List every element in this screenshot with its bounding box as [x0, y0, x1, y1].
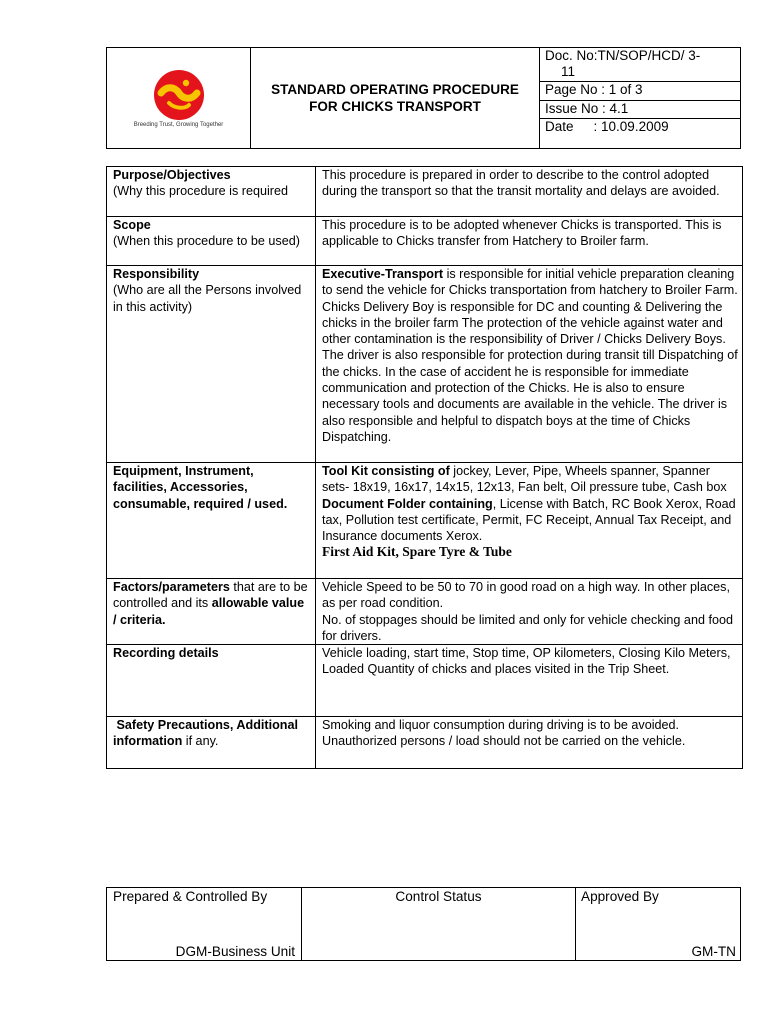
label-title: Scope	[113, 218, 151, 232]
table-row	[107, 717, 743, 769]
title-line-1: STANDARD OPERATING PROCEDURE	[271, 82, 519, 97]
row-label	[107, 463, 316, 579]
docfolder-title: Document Folder containing	[322, 496, 493, 511]
logo-cell	[107, 48, 251, 149]
row-label	[107, 645, 316, 717]
toolkit-title: Tool Kit consisting of	[322, 464, 450, 478]
table-row	[107, 167, 743, 217]
prepared-by: DGM-Business Unit	[175, 944, 295, 959]
content-emphasis: Executive-Transport	[322, 267, 444, 281]
firstaid-text: First Aid Kit, Spare Tyre & Tube	[322, 544, 512, 560]
label-title: Recording details	[113, 646, 219, 661]
label-title-2: allowable value / criteria.	[113, 596, 305, 627]
row-content: This procedure is to be adopted whenever Chicks is transported. This is applicable to Chicks transfer from Hatchery to Broiler farm.	[316, 217, 743, 266]
label-title: Safety Precautions, Additional information	[113, 718, 302, 749]
date-label: Date	[545, 118, 574, 134]
toolkit-text: jockey, Lever, Pipe, Wheels spanner, Spanner sets- 18x19, 16x17, 14x15, 12x13, Fan belt, Oil pressure tube, Cash box	[322, 464, 727, 495]
control-status: Control Status	[395, 889, 482, 904]
document-title	[251, 48, 540, 149]
approved-cell	[576, 888, 741, 961]
table-row	[107, 266, 743, 463]
row-content: Vehicle loading, start time, Stop time, OP kilometers, Closing Kilo Meters, Loaded Quantity of chicks and places visited in the Trip Sheet.	[316, 645, 743, 717]
content-text: Vehicle Speed to be 50 to 70 in good road on a high way. In other places, as per road condition.	[322, 580, 730, 611]
content-text: is responsible for initial vehicle preparation cleaning to send the vehicle for Chicks transportation from hatchery to Broiler Farm. Chicks Delivery Boy is responsible for DC and counting & Delivering the chicks in the broiler farm The protection of the vehicle against water and other contamination is the responsibility of Driver / Chicks Delivery Boys. The driver is also responsible for protection during transit till Dispatching of the chicks. In the case of accident he is responsible for immediate communication and protection of the Chicks. He is also to ensure necessary tools and documents are available in the vehicle. The driver is also responsible and helpful to dispatch boys at the time of Chicks Dispatching.	[322, 267, 738, 444]
row-label	[107, 266, 316, 463]
document-header	[106, 47, 741, 149]
date-value: : 10.09.2009	[593, 118, 669, 134]
issue-number: Issue No : 4.1	[540, 100, 741, 118]
company-logo	[153, 69, 205, 121]
signoff-table	[106, 887, 741, 961]
doc-number	[540, 48, 741, 82]
row-label	[107, 717, 316, 769]
label-desc: if any.	[182, 734, 219, 749]
content-text-2: No. of stoppages should be limited and only for vehicle checking and food for drivers.	[322, 612, 733, 643]
row-label	[107, 167, 316, 217]
row-content	[316, 266, 743, 463]
title-line-2: FOR CHICKS TRANSPORT	[309, 99, 481, 114]
docfolder-text: , License with Batch, RC Book Xerox, Road tax, Pollution test certificate, Permit, FC Receipt, Annual Tax Receipt, and Insurance documents Xerox.	[322, 496, 736, 544]
table-row	[107, 217, 743, 266]
label-title: Factors/parameters	[113, 580, 230, 594]
row-label	[107, 579, 316, 645]
approved-by: GM-TN	[691, 944, 736, 959]
table-row	[107, 579, 743, 645]
row-label	[107, 217, 316, 266]
procedure-table	[106, 166, 743, 769]
doc-number-cont: 11	[561, 64, 576, 79]
row-content: Smoking and liquor consumption during driving is to be avoided. Unauthorized persons / load should not be carried on the vehicle.	[316, 717, 743, 769]
table-row	[107, 463, 743, 579]
doc-date	[540, 118, 741, 148]
label-desc: (Who are all the Persons involved in this activity)	[113, 283, 302, 314]
table-row	[107, 645, 743, 717]
label-desc: that are to be controlled and its	[113, 580, 308, 611]
label-desc: (When this procedure to be used)	[113, 234, 300, 249]
approved-label: Approved By	[581, 889, 659, 904]
control-status-cell	[302, 888, 576, 961]
doc-number-text: Doc. No:TN/SOP/HCD/ 3-	[545, 48, 701, 63]
label-desc: (Why this procedure is required	[113, 184, 288, 199]
row-content: This procedure is prepared in order to describe to the control adopted during the transport so that the transit mortality and delays are avoided.	[316, 167, 743, 217]
page-number: Page No : 1 of 3	[540, 82, 741, 100]
label-title: Responsibility	[113, 267, 200, 281]
label-title: Purpose/Objectives	[113, 168, 231, 182]
logo-tagline: Breeding Trust, Growing Together	[133, 121, 224, 128]
row-content	[316, 579, 743, 645]
label-title: Equipment, Instrument, facilities, Accessories, consumable, required / used.	[113, 464, 288, 511]
row-content	[316, 463, 743, 579]
prepared-label: Prepared & Controlled By	[113, 889, 268, 904]
prepared-cell	[107, 888, 302, 961]
